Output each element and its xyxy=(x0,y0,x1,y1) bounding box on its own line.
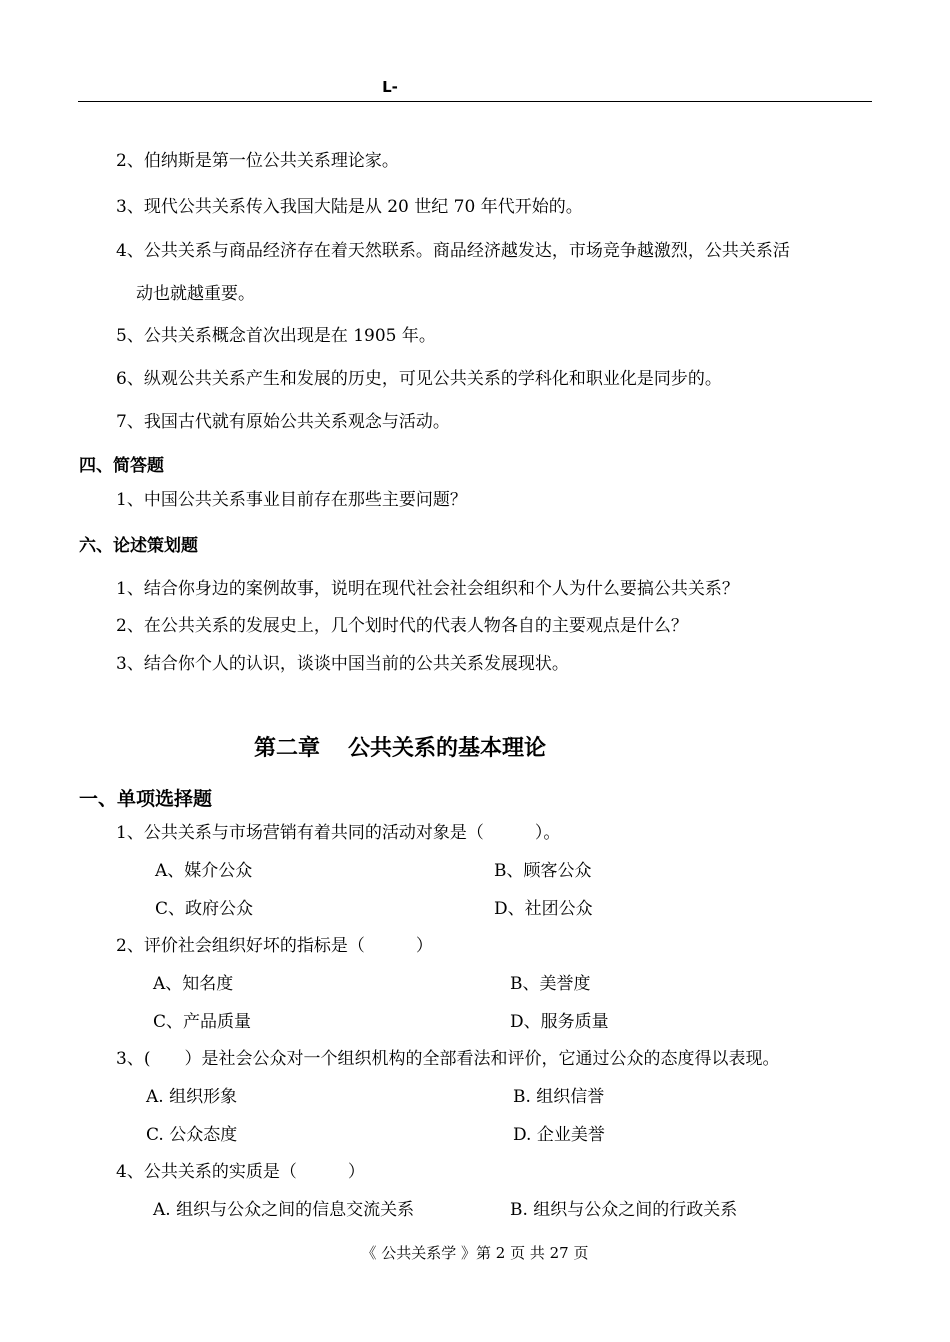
list-item: 3、现代公共关系传入我国大陆是从 20 世纪 70 年代开始的。 xyxy=(116,197,583,217)
option-d: D、社团公众 xyxy=(494,899,593,919)
list-item: 2、伯纳斯是第一位公共关系理论家。 xyxy=(116,151,399,171)
section-heading-essay: 六、论述策划题 xyxy=(79,536,198,556)
option-b: B、美誉度 xyxy=(510,974,591,994)
question-text: 2、评价社会组织好坏的指标是（ ） xyxy=(116,936,433,956)
option-a: A. 组织形象 xyxy=(146,1087,238,1107)
page-header-mark: L- xyxy=(382,78,398,96)
question-text: 3、( ）是社会公众对一个组织机构的全部看法和评价，它通过公众的态度得以表现。 xyxy=(116,1049,780,1069)
option-c: C、产品质量 xyxy=(153,1012,252,1032)
option-c: C. 公众态度 xyxy=(146,1125,238,1145)
option-b: B. 组织信誉 xyxy=(513,1087,605,1107)
option-d: D. 企业美誉 xyxy=(513,1125,605,1145)
chapter-name: 公共关系的基本理论 xyxy=(348,736,547,761)
option-a: A、知名度 xyxy=(153,974,234,994)
question-item: 3、结合你个人的认识，谈谈中国当前的公共关系发展现状。 xyxy=(116,654,569,674)
section-heading-short-answer: 四、简答题 xyxy=(79,456,164,476)
list-item: 5、公共关系概念首次出现是在 1905 年。 xyxy=(116,326,436,346)
header-rule xyxy=(78,101,872,102)
option-d: D、服务质量 xyxy=(510,1012,609,1032)
question-item: 1、结合你身边的案例故事，说明在现代社会社会组织和个人为什么要搞公共关系？ xyxy=(116,579,739,599)
list-item: 6、纵观公共关系产生和发展的历史，可见公共关系的学科化和职业化是同步的。 xyxy=(116,369,722,389)
section-heading-multiple-choice: 一、单项选择题 xyxy=(79,788,213,810)
option-a: A、媒介公众 xyxy=(155,861,253,881)
option-a: A. 组织与公众之间的信息交流关系 xyxy=(153,1200,415,1220)
list-item: 7、我国古代就有原始公共关系观念与活动。 xyxy=(116,412,450,432)
chapter-number: 第二章 xyxy=(253,736,320,761)
question-text: 4、公共关系的实质是（ ） xyxy=(116,1162,365,1182)
page-footer: 《 公共关系学 》第 2 页 共 27 页 xyxy=(361,1244,589,1262)
question-text: 1、公共关系与市场营销有着共同的活动对象是（ ）。 xyxy=(116,823,561,843)
option-b: B、顾客公众 xyxy=(494,861,592,881)
option-b: B. 组织与公众之间的行政关系 xyxy=(510,1200,738,1220)
list-item-continuation: 动也就越重要。 xyxy=(136,284,255,304)
list-item: 4、公共关系与商品经济存在着天然联系。商品经济越发达，市场竞争越激烈，公共关系活 xyxy=(116,241,790,261)
question-item: 2、在公共关系的发展史上，几个划时代的代表人物各自的主要观点是什么？ xyxy=(116,616,688,636)
question-item: 1、中国公共关系事业目前存在那些主要问题？ xyxy=(116,490,467,510)
option-c: C、政府公众 xyxy=(155,899,254,919)
chapter-title xyxy=(0,734,800,764)
